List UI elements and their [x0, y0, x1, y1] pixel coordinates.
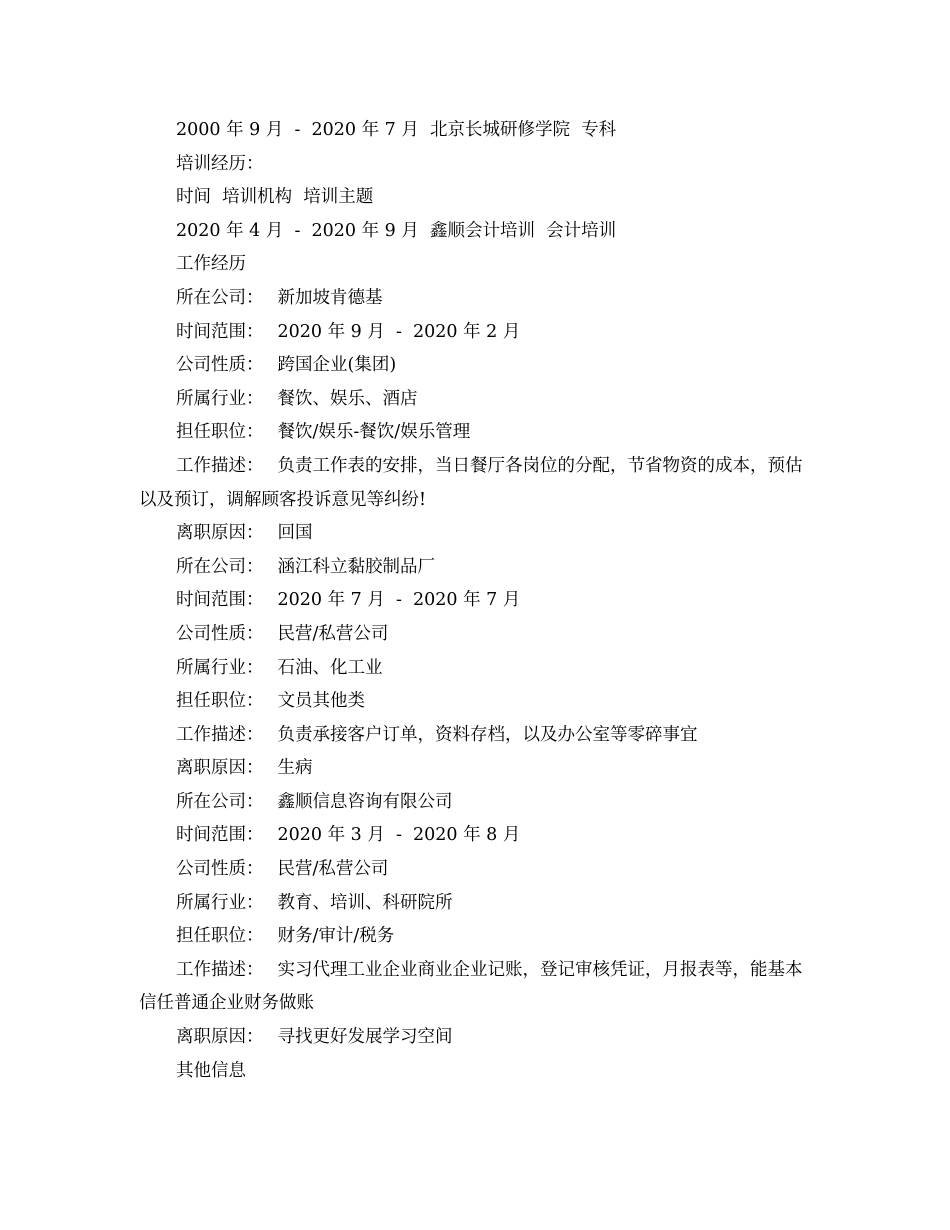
field-value: 负责承接客户订单，资料存档，以及办公室等零碎事宜 [277, 724, 698, 745]
other-info-heading: 其他信息 [176, 1060, 246, 1081]
job-nature [139, 618, 819, 652]
job-industry [139, 887, 819, 921]
job-industry [139, 383, 819, 417]
field-value: 实习代理工业企业商业企业记账，登记审核凭证，月报表等，能基本信任普通企业财务做账 [139, 959, 803, 1014]
field-label: 所在公司： [176, 791, 264, 812]
job-description [139, 719, 819, 753]
education-entry: 2000 年 9 月 - 2020 年 7 月 北京长城研修学院 专科 [176, 120, 617, 140]
job-description [139, 954, 819, 1021]
field-value: 2020 年 9 月 - 2020 年 2 月 [277, 321, 521, 342]
job-company [139, 551, 819, 585]
job-position [139, 416, 819, 450]
field-label: 时间范围： [176, 825, 264, 846]
job-period [139, 819, 819, 853]
field-value: 餐饮、娱乐、酒店 [277, 388, 418, 409]
field-value: 教育、培训、科研院所 [277, 892, 453, 913]
job-position [139, 685, 819, 719]
field-value: 负责工作表的安排，当日餐厅各岗位的分配，节省物资的成本，预估以及预订，调解顾客投诉意见等纠纷! [139, 455, 803, 510]
work-heading: 工作经历 [176, 254, 246, 275]
field-label: 工作描述： [176, 724, 264, 745]
field-label: 公司性质： [176, 623, 264, 644]
field-label: 离职原因： [176, 1027, 264, 1048]
field-value: 2020 年 3 月 - 2020 年 8 月 [277, 825, 521, 846]
job-company [139, 786, 819, 820]
field-label: 所属行业： [176, 892, 264, 913]
job-leave-reason [139, 752, 819, 786]
field-value: 文员其他类 [277, 691, 365, 712]
field-value: 2020 年 7 月 - 2020 年 7 月 [277, 590, 521, 611]
field-label: 公司性质： [176, 859, 264, 880]
training-heading: 培训经历： [176, 153, 264, 174]
field-value: 餐饮/娱乐-餐饮/娱乐管理 [277, 422, 471, 443]
training-columns: 时间 培训机构 培训主题 [176, 187, 374, 208]
field-label: 工作描述： [176, 959, 264, 980]
training-entry: 2020 年 4 月 - 2020 年 9 月 鑫顺会计培训 会计培训 [176, 220, 617, 241]
field-label: 时间范围： [176, 590, 264, 611]
field-label: 所在公司： [176, 287, 264, 308]
field-value: 新加坡肯德基 [277, 287, 383, 308]
field-value: 民营/私营公司 [277, 859, 389, 880]
job-period [139, 584, 819, 618]
field-value: 财务/审计/税务 [277, 926, 395, 947]
job-nature [139, 349, 819, 383]
field-label: 所属行业： [176, 388, 264, 409]
field-value: 寻找更好发展学习空间 [277, 1027, 453, 1048]
field-label: 时间范围： [176, 321, 264, 342]
field-value: 民营/私营公司 [277, 623, 389, 644]
job-company [139, 282, 819, 316]
field-value: 石油、化工业 [277, 657, 383, 678]
field-label: 担任职位： [176, 422, 264, 443]
field-label: 公司性质： [176, 355, 264, 376]
job-leave-reason [139, 1021, 819, 1055]
field-label: 担任职位： [176, 926, 264, 947]
field-label: 所属行业： [176, 657, 264, 678]
field-label: 离职原因： [176, 758, 264, 779]
resume-body [139, 114, 819, 1088]
field-label: 担任职位： [176, 691, 264, 712]
field-label: 工作描述： [176, 455, 264, 476]
field-value: 生病 [277, 758, 313, 779]
field-label: 所在公司： [176, 556, 264, 577]
field-value: 涵江科立黏胶制品厂 [277, 556, 435, 577]
job-period [139, 316, 819, 350]
job-position [139, 920, 819, 954]
field-label: 离职原因： [176, 523, 264, 544]
field-value: 鑫顺信息咨询有限公司 [277, 791, 453, 812]
job-leave-reason [139, 517, 819, 551]
job-nature [139, 853, 819, 887]
field-value: 回国 [277, 523, 313, 544]
job-description [139, 450, 819, 517]
field-value: 跨国企业(集团) [277, 355, 397, 376]
job-industry [139, 652, 819, 686]
